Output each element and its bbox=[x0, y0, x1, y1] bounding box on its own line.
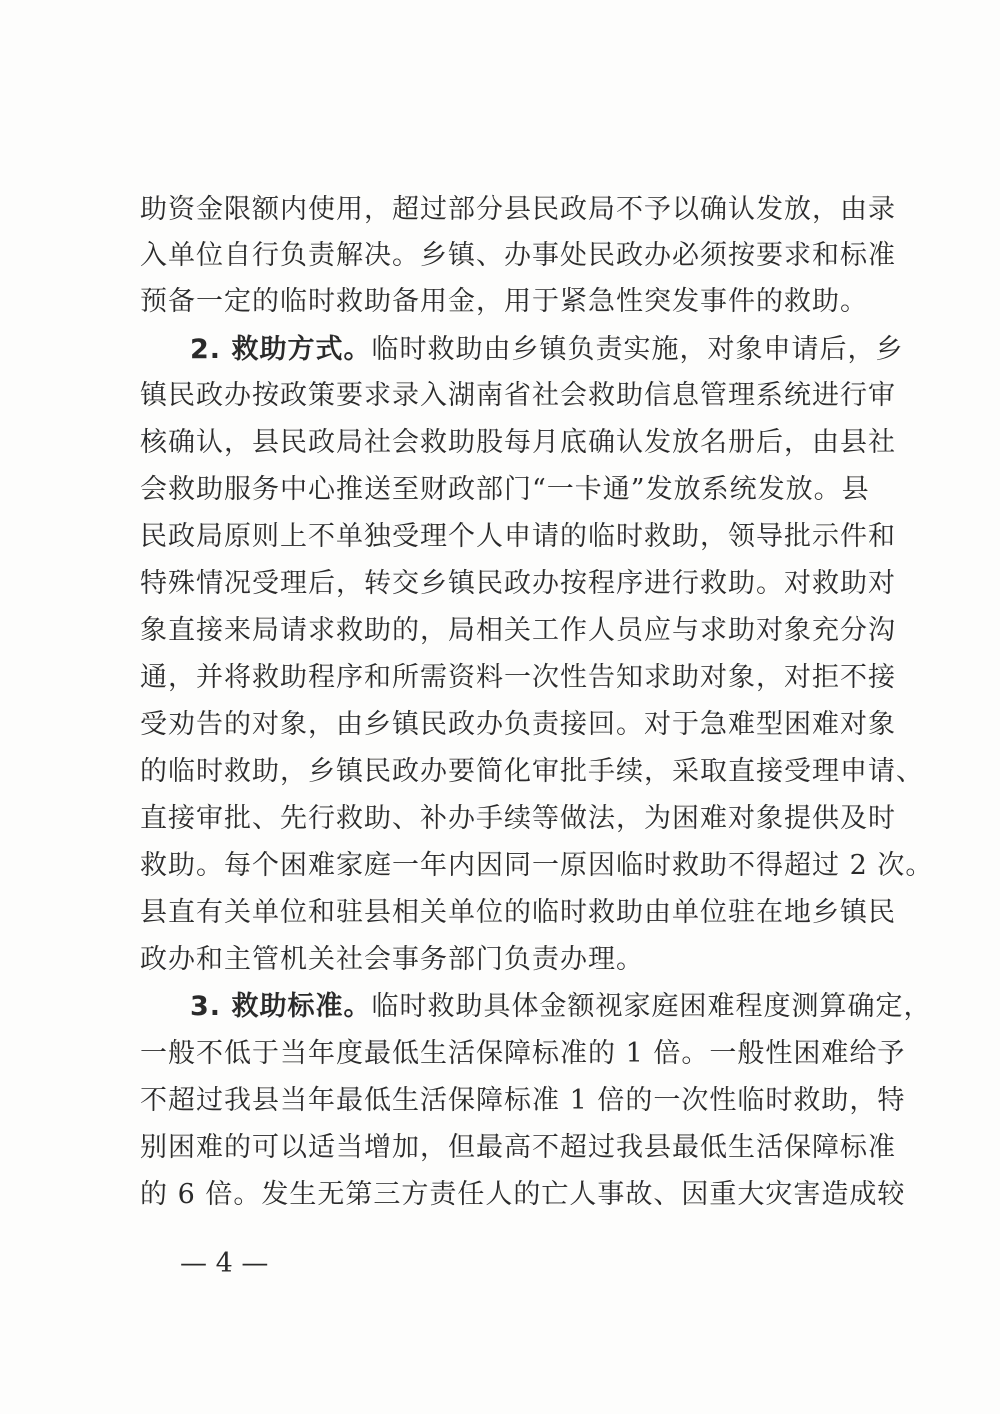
body-line: 入单位自行负责解决。乡镇、办事处民政办必须按要求和标准 bbox=[140, 240, 896, 271]
section-3-heading: 3. 救助标准。 bbox=[190, 991, 372, 1022]
body-line: 政办和主管机关社会事务部门负责办理。 bbox=[140, 944, 644, 975]
body-line: 会救助服务中心推送至财政部门“一卡通”发放系统发放。县 bbox=[140, 474, 870, 505]
body-line: 别困难的可以适当增加，但最高不超过我县最低生活保障标准 bbox=[140, 1132, 896, 1163]
page-number: — 4 — bbox=[180, 1248, 269, 1279]
body-line: 一般不低于当年度最低生活保障标准的 1 倍。一般性困难给予 bbox=[140, 1038, 906, 1069]
body-line: 县直有关单位和驻县相关单位的临时救助由单位驻在地乡镇民 bbox=[140, 897, 896, 928]
section-2-first-line bbox=[190, 330, 904, 370]
body-line: 通，并将救助程序和所需资料一次性告知求助对象，对拒不接 bbox=[140, 662, 896, 693]
body-line: 核确认，县民政局社会救助股每月底确认发放名册后，由县社 bbox=[140, 427, 896, 458]
section-3-first-line bbox=[190, 987, 932, 1027]
body-line: 不超过我县当年最低生活保障标准 1 倍的一次性临时救助，特 bbox=[140, 1085, 906, 1116]
body-line: 的临时救助，乡镇民政办要简化审批手续，采取直接受理申请、 bbox=[140, 756, 924, 787]
section-2-first-line-text: 临时救助由乡镇负责实施，对象申请后，乡 bbox=[371, 334, 904, 365]
section-2-heading: 2. 救助方式。 bbox=[190, 334, 372, 365]
body-line: 镇民政办按政策要求录入湖南省社会救助信息管理系统进行审 bbox=[140, 380, 896, 411]
section-3-first-line-text: 临时救助具体金额视家庭困难程度测算确定， bbox=[371, 991, 932, 1022]
body-line: 直接审批、先行救助、补办手续等做法，为困难对象提供及时 bbox=[140, 803, 896, 834]
body-line: 的 6 倍。发生无第三方责任人的亡人事故、因重大灾害造成较 bbox=[140, 1179, 906, 1210]
body-line: 特殊情况受理后，转交乡镇民政办按程序进行救助。对救助对 bbox=[140, 568, 896, 599]
body-line: 受劝告的对象，由乡镇民政办负责接回。对于急难型困难对象 bbox=[140, 709, 896, 740]
body-line: 民政局原则上不单独受理个人申请的临时救助，领导批示件和 bbox=[140, 521, 896, 552]
body-line: 救助。每个困难家庭一年内因同一原因临时救助不得超过 2 次。 bbox=[140, 850, 934, 881]
body-line: 象直接来局请求救助的，局相关工作人员应与求助对象充分沟 bbox=[140, 615, 896, 646]
body-line: 预备一定的临时救助备用金，用于紧急性突发事件的救助。 bbox=[140, 286, 868, 317]
body-line: 助资金限额内使用，超过部分县民政局不予以确认发放，由录 bbox=[140, 194, 896, 225]
